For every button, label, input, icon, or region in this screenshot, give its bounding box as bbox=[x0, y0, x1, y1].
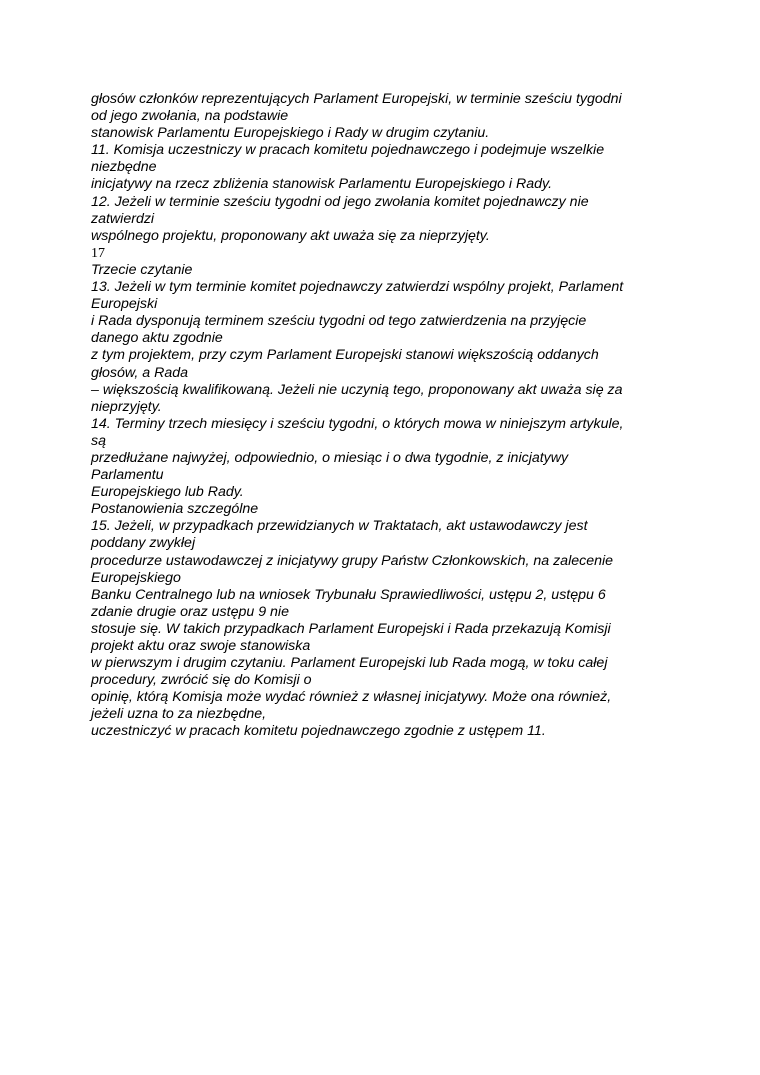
text-line: niezbędne bbox=[91, 159, 157, 176]
text-line: przedłużane najwyżej, odpowiednio, o miesiąc i o dwa tygodnie, z inicjatywy bbox=[91, 449, 569, 466]
text-line: od jego zwołania, na podstawie bbox=[91, 108, 289, 125]
text-line: 12. Jeżeli w terminie sześciu tygodni od jego zwołania komitet pojednawczy nie bbox=[91, 193, 589, 210]
text-line: z tym projektem, przy czym Parlament Europejski stanowi większością oddanych bbox=[91, 347, 599, 364]
text-line: Banku Centralnego lub na wniosek Trybunału Sprawiedliwości, ustępu 2, ustępu 6 bbox=[91, 586, 606, 603]
text-line: Europejski bbox=[91, 296, 158, 313]
text-line: uczestniczyć w pracach komitetu pojednawczego zgodnie z ustępem 11. bbox=[91, 723, 546, 740]
text-line: procedury, zwrócić się do Komisji o bbox=[91, 672, 312, 689]
text-line: 11. Komisja uczestniczy w pracach komitetu pojednawczego i podejmuje wszelkie bbox=[91, 142, 605, 159]
section-heading: Postanowienia szczególne bbox=[91, 501, 259, 518]
text-line: są bbox=[91, 432, 106, 449]
text-line: 15. Jeżeli, w przypadkach przewidzianych w Traktatach, akt ustawodawczy jest bbox=[91, 518, 588, 535]
text-line: wspólnego projektu, proponowany akt uważa się za nieprzyjęty. bbox=[91, 227, 490, 244]
text-line: głosów członków reprezentujących Parlament Europejski, w terminie sześciu tygodni bbox=[91, 91, 622, 107]
text-line: danego aktu zgodnie bbox=[91, 330, 223, 347]
section-heading: Trzecie czytanie bbox=[91, 261, 193, 278]
text-line: i Rada dysponują terminem sześciu tygodni od tego zatwierdzenia na przyjęcie bbox=[91, 313, 587, 330]
text-line: poddany zwykłej bbox=[91, 535, 196, 552]
document-text bbox=[91, 91, 676, 741]
text-line: Parlamentu bbox=[91, 467, 164, 484]
text-line: opinię, którą Komisja może wydać również z własnej inicjatywy. Może ona również, bbox=[91, 689, 612, 706]
text-line: Europejskiego bbox=[91, 569, 181, 586]
text-line: procedurze ustawodawczej z inicjatywy grupy Państw Członkowskich, na zalecenie bbox=[91, 552, 614, 569]
text-line: jeżeli uzna to za niezbędne, bbox=[91, 706, 267, 723]
text-line: w pierwszym i drugim czytaniu. Parlament Europejski lub Rada mogą, w toku całej bbox=[91, 655, 608, 672]
page-number: 17 bbox=[91, 245, 105, 261]
text-line: głosów, a Rada bbox=[91, 364, 189, 381]
text-line: zdanie drugie oraz ustępu 9 nie bbox=[91, 603, 289, 620]
text-line: 14. Terminy trzech miesięcy i sześciu tygodni, o których mowa w niniejszym artykule, bbox=[91, 415, 624, 432]
text-line: projekt aktu oraz swoje stanowiska bbox=[91, 638, 311, 654]
text-line: 13. Jeżeli w tym terminie komitet pojednawczy zatwierdzi wspólny projekt, Parlament bbox=[91, 279, 624, 296]
text-line: Europejskiego lub Rady. bbox=[91, 484, 244, 501]
text-line: nieprzyjęty. bbox=[91, 398, 162, 415]
text-line: zatwierdzi bbox=[91, 210, 155, 227]
text-line: stanowisk Parlamentu Europejskiego i Rady w drugim czytaniu. bbox=[91, 125, 490, 142]
text-line: – większością kwalifikowaną. Jeżeli nie uczynią tego, proponowany akt uważa się za bbox=[91, 381, 623, 398]
text-line: inicjatywy na rzecz zbliżenia stanowisk Parlamentu Europejskiego i Rady. bbox=[91, 176, 553, 193]
text-line: stosuje się. W takich przypadkach Parlament Europejski i Rada przekazują Komisji bbox=[91, 620, 611, 637]
